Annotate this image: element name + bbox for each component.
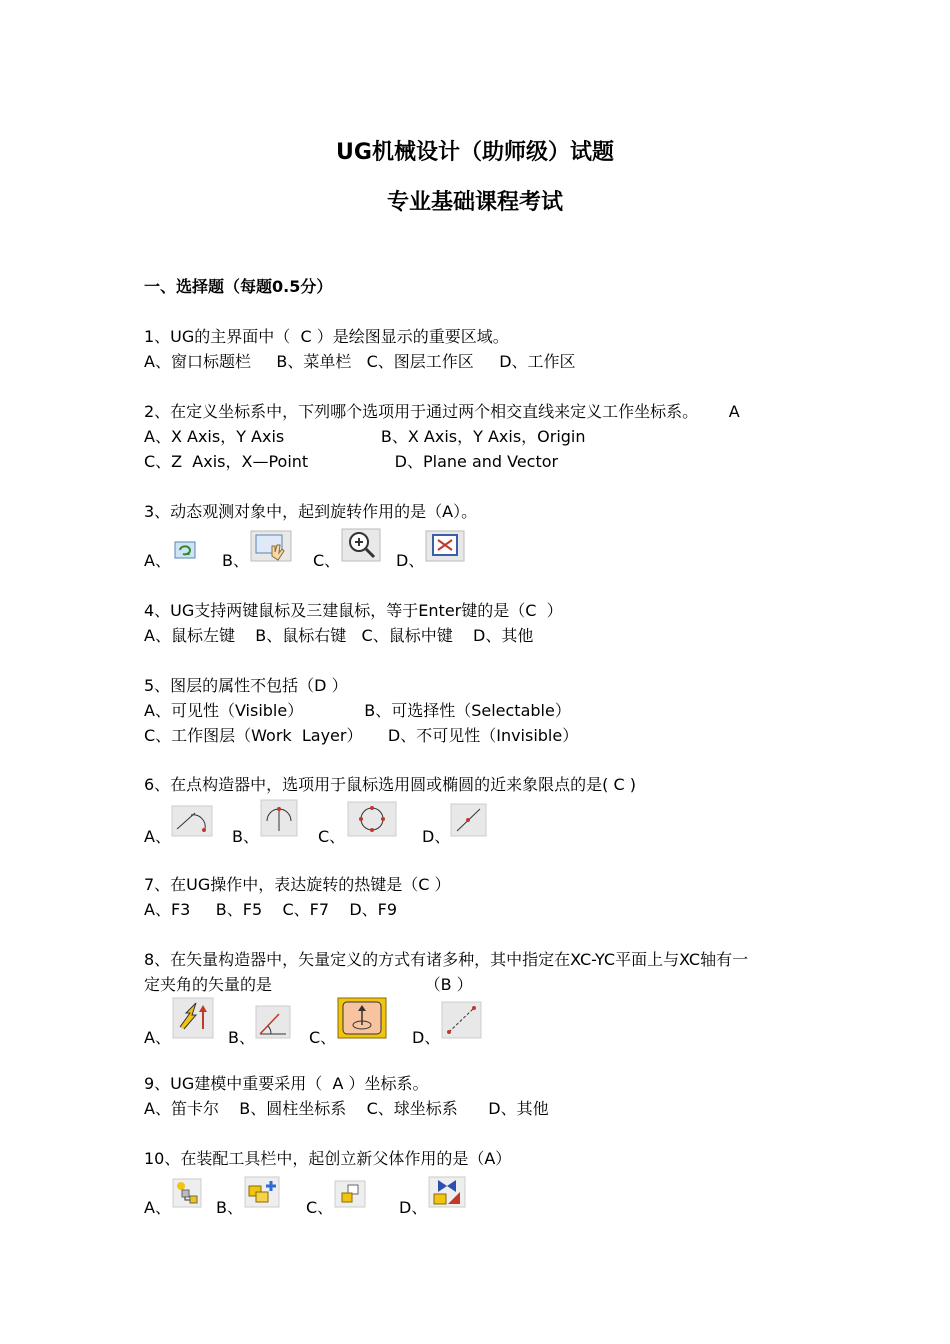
pan-hand-icon: [250, 530, 292, 562]
q6-opt-c: C、: [318, 827, 346, 846]
vector-csys-icon: [337, 997, 387, 1039]
line-point-icon: [450, 803, 487, 837]
vector-angle-icon: [255, 1005, 291, 1039]
q8-opt-d: D、: [412, 1028, 441, 1047]
q2-options-1: A、X Axis，Y Axis B、X Axis，Y Axis，Origin: [144, 427, 586, 446]
q5-options-2: C、工作图层（Work Layer） D、不可见性（Invisible）: [144, 726, 579, 745]
q3-opt-d: D、: [396, 551, 425, 570]
arc-center-icon: [260, 799, 298, 837]
mate-component-icon: [428, 1176, 466, 1208]
add-component-icon: [244, 1176, 280, 1208]
component-icon: [334, 1180, 366, 1208]
exam-title: UG机械设计（助师级）试题: [336, 140, 614, 165]
q10-stem: 10、在装配工具栏中，起创立新父体作用的是（A）: [144, 1149, 512, 1168]
q7-options: A、F3 B、F5 C、F7 D、F9: [144, 900, 398, 919]
q8-opt-b: B、: [228, 1028, 255, 1047]
exam-subtitle: 专业基础课程考试: [386, 190, 563, 215]
vector-lightning-icon: [172, 997, 214, 1039]
q10-opt-a: A、: [144, 1198, 171, 1217]
q8-opt-a: A、: [144, 1028, 171, 1047]
q8-stem-2: 定夹角的矢量的是 （B ）: [144, 975, 473, 994]
q4-stem: 4、UG支持两键鼠标及三建鼠标，等于Enter键的是（C ）: [144, 601, 563, 620]
vector-two-points-icon: [441, 1001, 482, 1039]
q6-opt-d: D、: [422, 827, 451, 846]
zoom-icon: [341, 528, 381, 562]
q5-stem: 5、图层的属性不包括（D ）: [144, 676, 348, 695]
q2-stem: 2、在定义坐标系中，下列哪个选项用于通过两个相交直线来定义工作坐标系。 A: [144, 402, 740, 421]
q3-opt-c: C、: [313, 551, 341, 570]
arc-point-icon: [171, 805, 213, 837]
q5-options-1: A、可见性（Visible） B、可选择性（Selectable）: [144, 701, 571, 720]
q9-options: A、笛卡尔 B、圆柱坐标系 C、球坐标系 D、其他: [144, 1099, 549, 1118]
q3-opt-b: B、: [222, 551, 249, 570]
q1-stem: 1、UG的主界面中（ C ）是绘图显示的重要区域。: [144, 327, 509, 346]
q10-opt-d: D、: [399, 1198, 428, 1217]
q6-stem: 6、在点构造器中，选项用于鼠标选用圆或椭圆的近来象限点的是( C ): [144, 775, 637, 794]
new-parent-icon: [172, 1178, 202, 1208]
q8-opt-c: C、: [309, 1028, 337, 1047]
q8-stem-1: 8、在矢量构造器中，矢量定义的方式有诸多种，其中指定在XC-YC平面上与XC轴有一: [144, 950, 749, 969]
q10-opt-c: C、: [306, 1198, 334, 1217]
q9-stem: 9、UG建模中重要采用（ A ）坐标系。: [144, 1074, 429, 1093]
section-heading: 一、选择题（每题0.5分）: [144, 277, 333, 296]
rotate-icon: [174, 541, 196, 559]
q3-opt-a: A、: [144, 551, 171, 570]
q3-stem: 3、动态观测对象中，起到旋转作用的是（A）。: [144, 502, 478, 521]
q1-options: A、窗口标题栏 B、菜单栏 C、图层工作区 D、工作区: [144, 352, 576, 371]
q2-options-2: C、Z Axis，X—Point D、Plane and Vector: [144, 452, 559, 471]
q10-opt-b: B、: [216, 1198, 243, 1217]
fit-view-icon: [425, 530, 465, 562]
quadrant-point-icon: [347, 801, 397, 837]
q6-opt-b: B、: [232, 827, 259, 846]
q6-opt-a: A、: [144, 827, 171, 846]
q7-stem: 7、在UG操作中，表达旋转的热键是（C ）: [144, 875, 451, 894]
q4-options: A、鼠标左键 B、鼠标右键 C、鼠标中键 D、其他: [144, 626, 534, 645]
